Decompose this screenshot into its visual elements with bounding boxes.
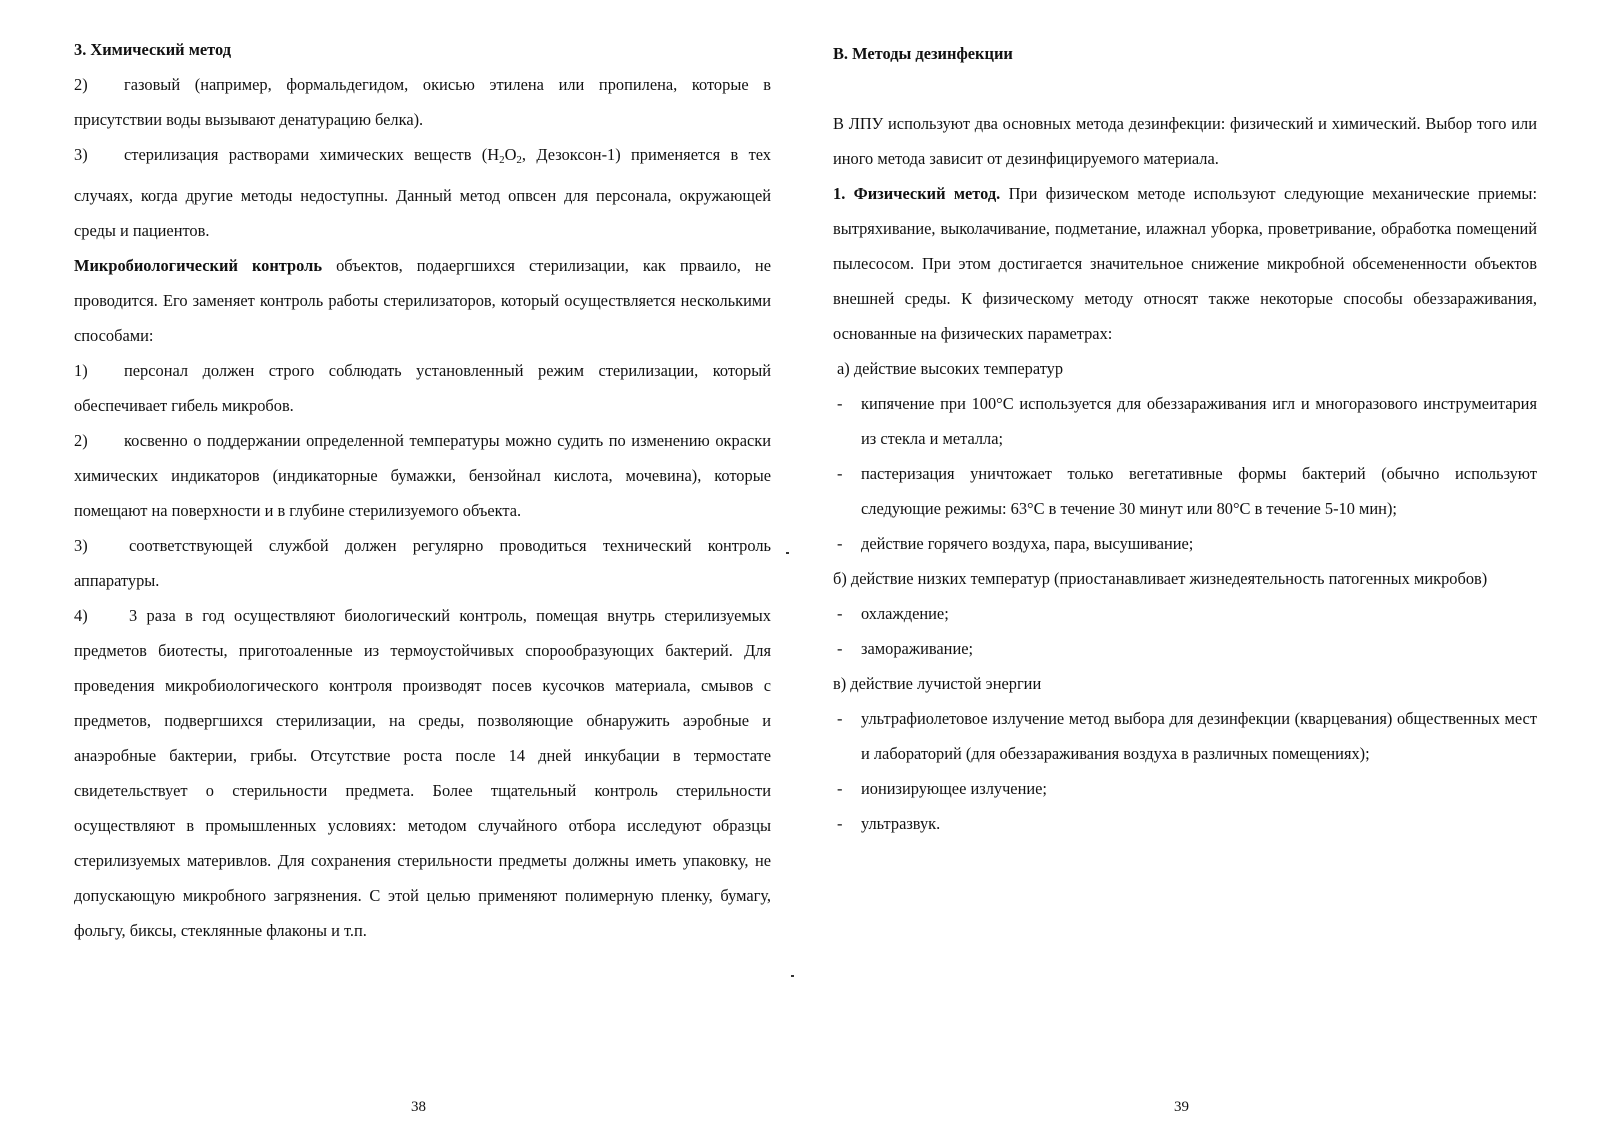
list-text: охлаждение; <box>861 604 949 623</box>
list-item: - замораживание; <box>837 639 974 658</box>
list-item <box>74 423 771 528</box>
list-item-solutions: 3) стерилизация растворами химических веществ ($H_2O_2$, Дезоксон-1) применяется в тех случаях, когда другие методы недоступны. Данный метод опвсен для персонала, окружающей среды и пациентов. <box>74 137 771 248</box>
list-item: - ионизирующее излучение; <box>837 779 1047 798</box>
list-item: - охлаждение; <box>837 604 949 623</box>
paragraph-intro: В ЛПУ используют два основных метода дезинфекции: физический и химический. Выбор того или иного метода зависит от дезинфицируемого материала. <box>833 114 1537 168</box>
page-number: 38 <box>411 1099 426 1115</box>
list-text: косвенно о поддержании определенной температуры можно судить по изменению окраски химических индикаторов (индикаторные бумажки, бензойнал кислота, мочевина), которые помещают на поверхности и в глубине стерилизуемого объекта. <box>74 431 771 520</box>
paragraph-micro-control: Микробиологический контроль объектов, подаергшихся стерилизации, как прваило, не проводится. Его заменяет контроль работы стерилизаторов, который осуществляется несколькими способами: <box>74 256 771 345</box>
list-number: 3) <box>74 145 88 164</box>
list-text: персонал должен строго соблюдать установленный режим стерилизации, который обеспечивает гибель микробов. <box>74 361 771 415</box>
scan-speck <box>791 975 794 977</box>
list-item <box>74 353 771 423</box>
sublist-label-high-temp: а) действие высоких температур <box>837 359 1064 378</box>
list-item: - пастеризация уничтожает только вегетативные формы бактерий (обычно используют следующие режимы: 63°С в течение 30 минут или 80°С в течение 5-10 мин); <box>837 464 1537 518</box>
paragraph-physical-method: 1. Физический метод. При физическом методе используют следующие механические приемы: вытряхивание, выколачивание, подметание, илажнал уборка, проветривание, обработка помещений пылесосом. При этом достигается значительное снижение микробной обсемененности объектов внешней среды. К физическому методу относят также некоторые способы обеззараживания, основанные на физических параметрах: <box>833 184 1537 343</box>
list-text: ультразвук. <box>861 814 941 833</box>
list-item <box>74 598 771 948</box>
term-micro-control: Микробиологический контроль <box>74 256 323 275</box>
list-number: 3) <box>74 536 88 555</box>
list-item <box>74 528 771 598</box>
term-physical-method: 1. Физический метод. <box>833 184 1001 203</box>
list-number: 1) <box>74 361 88 380</box>
list-item: - кипячение при 100°С используется для обеззараживания игл и многоразового инструмеитария из стекла и металла; <box>837 394 1537 448</box>
list-text: 3 раза в год осуществляют биологический контроль, помещая внутрь стерилизуемых предметов биотесты, приготоаленные из термоустойчивых спорообразующих бактерий. Для проведения микробиологического контроля производят посев кусочков материала, смывов с предметов, подвергшихся стерилизации, на среды, позволяющие обнаружить аэробные и анаэробные бактерии, грибы. Отсутствие роста после 14 дней инкубации в термостате свидетельствует о стерильности предмета. Более тщательный контроль стерильности осуществляют в промышленных условиях: методом случайного отбора исследуют образцы стерилизуемых материвлов. Для сохранения стерильности предметы должны иметь упаковку, не допускающую микробного загрязнения. С этой целью применяют полимерную пленку, бумагу, фольгу, биксы, стеклянные флаконы и т.п. <box>74 606 771 940</box>
left-page-text <box>74 32 771 948</box>
list-text: ультрафиолетовое излучение метод выбора для дезинфекции (кварцевания) общественных мест и лабораторий (для обеззараживания воздуха в различных помещениях); <box>861 709 1537 763</box>
sublist-label-low-temp: б) действие низких температур (приостанавливает жизнедеятельность патогенных микробов) <box>833 569 1488 588</box>
list-text: пастеризация уничтожает только вегетативные формы бактерий (обычно используют следующие режимы: 63°С в течение 30 минут или 80°С в течение 5-10 мин); <box>861 464 1537 518</box>
list-item: - ультразвук. <box>837 814 941 833</box>
list-number: 2) <box>74 75 88 94</box>
list-text: ионизирующее излучение; <box>861 779 1047 798</box>
list-text: замораживание; <box>861 639 974 658</box>
scan-speck <box>786 552 789 554</box>
page-number: 39 <box>1174 1099 1189 1115</box>
list-text: газовый (например, формальдегидом, окисью этилена или пропилена, которые в присутствии воды вызывают денатурацию белка). <box>74 75 771 129</box>
list-item: - действие горячего воздуха, пара, высушивание; <box>837 534 1194 553</box>
right-page-text <box>833 36 1537 841</box>
right-page <box>800 0 1600 1138</box>
list-item-gas <box>74 67 771 137</box>
list-item: - ультрафиолетовое излучение метод выбора для дезинфекции (кварцевания) общественных мест и лабораторий (для обеззараживания воздуха в различных помещениях); <box>837 709 1537 763</box>
list-number: 2) <box>74 431 88 450</box>
list-text: соответствующей службой должен регулярно проводиться технический контроль аппаратуры. <box>74 536 771 590</box>
section-heading-disinfection: В. Методы дезинфекции <box>833 44 1013 63</box>
section-heading-chemical: 3. Химический метод <box>74 40 231 59</box>
list-text: кипячение при 100°С используется для обеззараживания игл и многоразового инструмеитария из стекла и металла; <box>861 394 1537 448</box>
list-number: 4) <box>74 606 88 625</box>
list-text: действие горячего воздуха, пара, высушивание; <box>861 534 1194 553</box>
sublist-label-radiant-energy: в) действие лучистой энергии <box>833 674 1042 693</box>
